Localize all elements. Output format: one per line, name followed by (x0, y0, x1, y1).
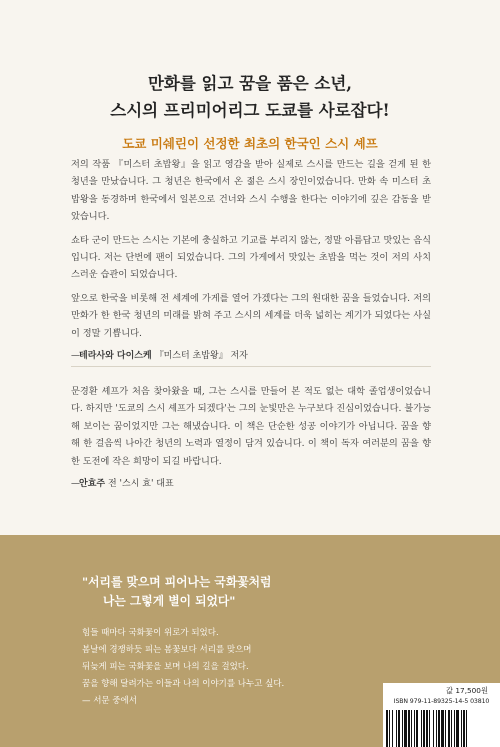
endorsement-2-paragraph: 문경환 셰프가 처음 찾아왔을 때, 그는 스시를 만들어 본 적도 없는 대학 졸업생이었습니다. 하지만 '도쿄의 스시 셰프가 되겠다'는 그의 눈빛만은 누구보다 진심이었습니다. 불가능해 보이는 꿈이었지만 그는 해냈습니다. 이 책은 단순한 성공 이야기가 아닙니다. 꿈을 향해 한 걸음씩 나아간 청년의 노력과 열정이 담겨 있습니다. 이 책이 독자 여러분의 꿈을 향한 도전에 작은 희망이 되길 바랍니다. (71, 386, 431, 467)
section-divider (71, 366, 431, 367)
excerpt-line: 힘들 때마다 국화꽃이 위로가 되었다. (82, 628, 219, 638)
subtitle: 도쿄 미쉐린이 선정한 최초의 한국인 스시 셰프 (122, 136, 378, 151)
barcode-bar (461, 710, 462, 747)
barcode-bar (411, 710, 412, 747)
barcode-label (383, 683, 500, 747)
barcode-bar (421, 710, 422, 747)
barcode-bar (386, 710, 388, 747)
barcode-bar (396, 710, 397, 747)
barcode-bar (392, 710, 393, 747)
barcode-bar (463, 710, 465, 747)
pull-quote (82, 573, 271, 610)
endorsement-1-paragraph: 저의 작품 『미스터 초밥왕』을 읽고 영감을 받아 실제로 스시를 만드는 길을 걷게 된 한 청년을 만났습니다. 그 청년은 한국에서 온 젊은 스시 장인이었습니다. 만화 속 미스터 초밥왕을 동경하며 한국에서 일본으로 건너와 스시 수행을 한다는 이야기에 깊은 감동을 받았습니다. (71, 159, 431, 223)
barcode-bar (429, 710, 430, 747)
headline-line-1: 만화를 읽고 꿈을 품은 소년, (147, 74, 353, 93)
barcode-bar (402, 710, 403, 747)
excerpt-line: 꿈을 향해 달려가는 이들과 나의 이야기를 나누고 싶다. (82, 679, 285, 690)
barcode-bar (441, 710, 444, 747)
barcode-bar (466, 710, 467, 747)
headline-line-2: 스시의 프리미어리그 도쿄를 사로잡다! (110, 101, 390, 120)
barcode-bar (426, 710, 428, 747)
barcode-bar (404, 710, 407, 747)
endorsement-1-author: 테라사와 다이스케 (79, 351, 152, 362)
barcode-bar (433, 710, 434, 747)
barcode-bar (416, 710, 418, 747)
excerpt-source: — 서문 중에서 (82, 696, 137, 707)
endorsement-1-paragraph: 앞으로 한국을 비롯해 전 세계에 가게를 열어 가겠다는 그의 원대한 꿈을 들었습니다. 저의 만화가 한 한국 청년의 미래를 밝혀 주고 스시의 세계를 더욱 넓히는 계기가 되었다는 사실이 정말 기쁩니다. (71, 292, 431, 339)
endorsement-2-author: 안효주 (79, 479, 106, 490)
barcode-bar (436, 710, 437, 747)
excerpt-source-label: 서문 중에서 (93, 696, 137, 707)
endorsement-1-paragraph: 쇼타 군이 만드는 스시는 기본에 충실하고 기교를 부리지 않는, 정말 아름답고 맛있는 음식입니다. 저는 단번에 팬이 되었습니다. 그의 가게에서 맛있는 초밥을 먹는 것이 저의 사치스러운 습관이 되었습니다. (71, 234, 431, 281)
barcode-bar (451, 710, 452, 747)
endorsement-1-attribution: —테라사와 다이스케 『미스터 초밥왕』 저자 (71, 351, 248, 362)
barcode-bar (456, 710, 459, 747)
barcode-image (386, 710, 497, 747)
barcode-bar (438, 710, 440, 747)
barcode-bar (414, 710, 415, 747)
price-text: 값 17,500원 (446, 686, 488, 695)
endorsement-1 (71, 156, 431, 365)
barcode-bar (454, 710, 455, 747)
headline (0, 70, 500, 124)
barcode-bar (398, 710, 400, 747)
endorsement-2-author-role: 전 '스시 효' 대표 (107, 479, 174, 490)
barcode-bar (408, 710, 410, 747)
endorsement-1-author-role: 『미스터 초밥왕』 저자 (154, 351, 248, 362)
isbn-text: ISBN 979-11-89325-14-5 03810 (393, 698, 490, 705)
pull-quote-line-2: 나는 그렇게 별이 되었다" (103, 593, 236, 608)
preface-excerpt (82, 625, 284, 710)
pull-quote-line-1: "서리를 맞으며 피어나는 국화꽃처럼 (82, 575, 272, 589)
endorsement-2-attribution: —안효주 전 '스시 효' 대표 (71, 479, 174, 490)
barcode-bar (389, 710, 390, 747)
endorsement-2 (71, 383, 431, 493)
barcode-bar (423, 710, 425, 747)
excerpt-line: 뒤늦게 피는 국화꽃을 보며 나의 길을 걸었다. (82, 662, 249, 673)
excerpt-line: 봄날에 경쟁하듯 피는 봄꽃보다 서리를 맞으며 (82, 645, 252, 656)
barcode-bar (445, 710, 446, 747)
barcode-bar (448, 710, 450, 747)
